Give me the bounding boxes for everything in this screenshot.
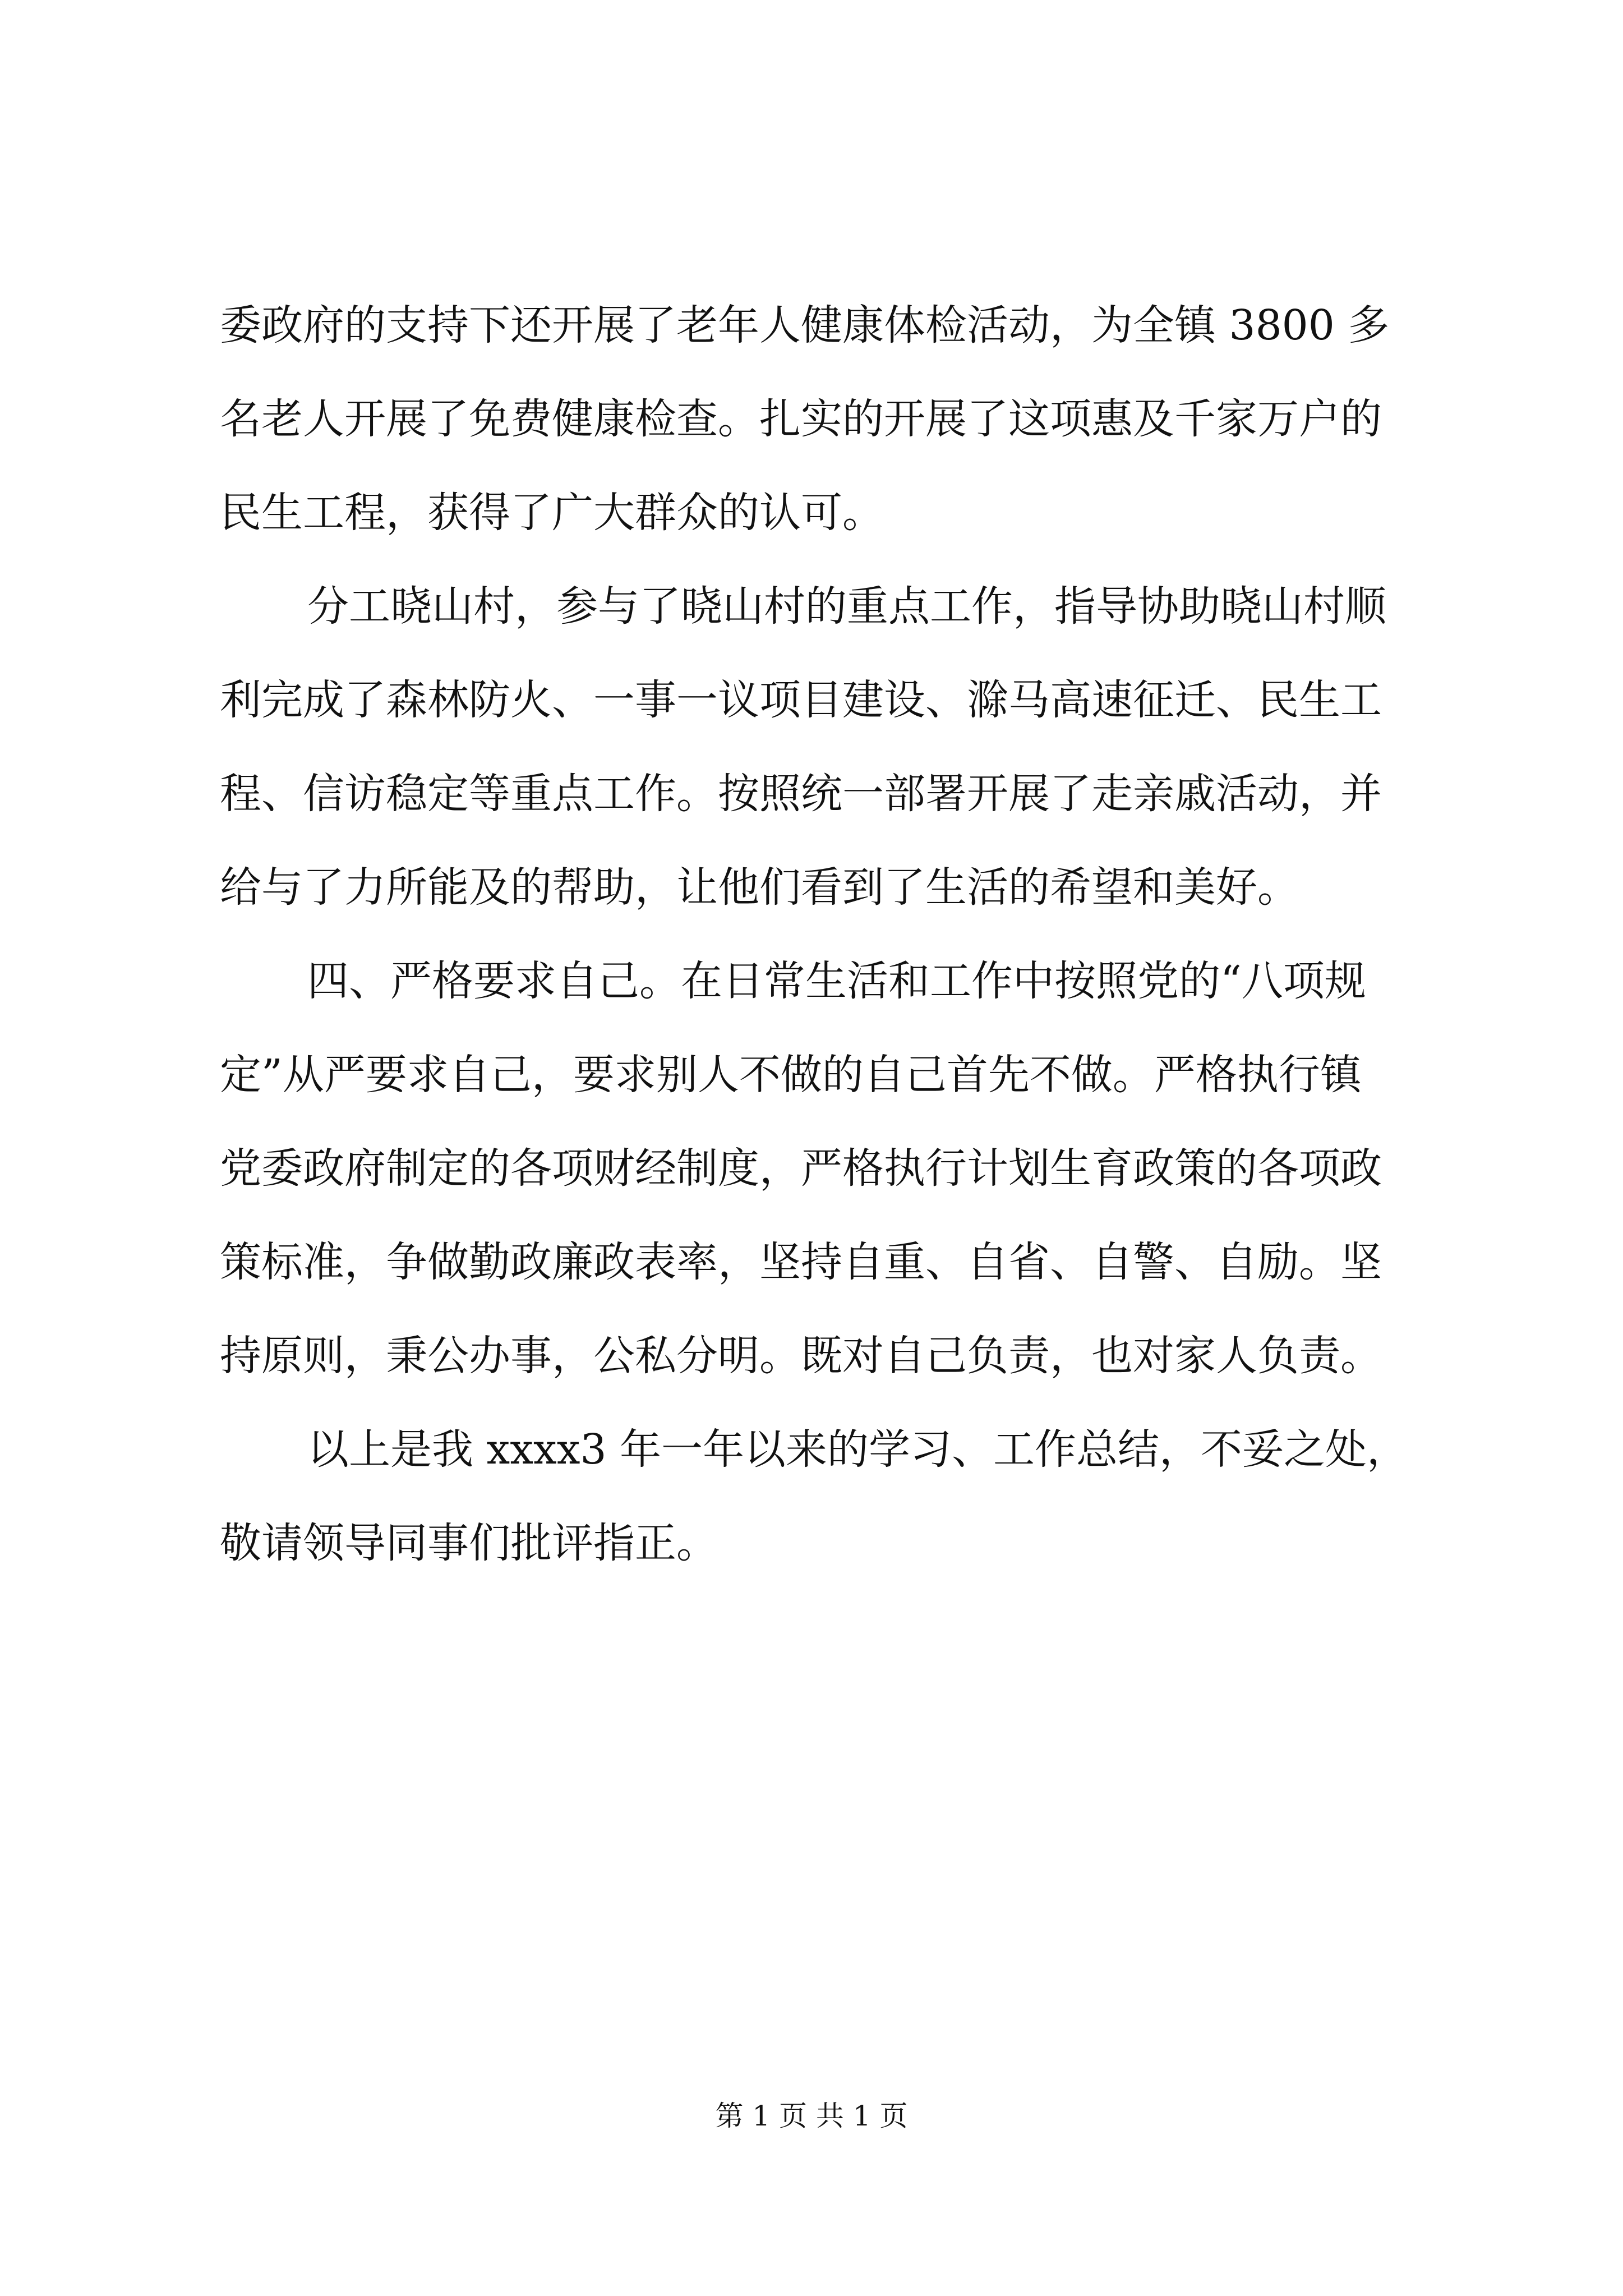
text-line: 民生工程，获得了广大群众的认可。 [220,489,884,537]
text-line: 持原则，秉公办事，公私分明。既对自己负责，也对家人负责。 [220,1332,1382,1380]
text-line: 委政府的支持下还开展了老年人健康体检活动，为全镇 3800 多 [220,301,1390,349]
text-line: 名老人开展了免费健康检查。扎实的开展了这项惠及千家万户的 [220,395,1382,443]
text-line: 分工晓山村，参与了晓山村的重点工作，指导协助晓山村顺 [307,582,1386,631]
text-line: 定”从严要求自己，要求别人不做的自己首先不做。严格执行镇 [220,1051,1362,1099]
text-line: 策标准，争做勤政廉政表率，坚持自重、自省、自警、自励。坚 [220,1238,1382,1286]
text-line: 敬请领导同事们批评指正。 [220,1519,718,1567]
text-line: 党委政府制定的各项财经制度，严格执行计划生育政策的各项政 [220,1144,1382,1193]
page-footer: 第 1 页 共 1 页 [715,2100,908,2132]
text-line: 以上是我 xxxx3 年一年以来的学习、工作总结，不妥之处， [307,1425,1409,1474]
text-line: 程、信访稳定等重点工作。按照统一部署开展了走亲戚活动，并 [220,770,1382,818]
text-line: 利完成了森林防火、一事一议项目建设、滁马高速征迁、民生工 [220,676,1382,724]
text-line: 给与了力所能及的帮助，让他们看到了生活的希望和美好。 [220,863,1299,912]
text-line: 四、严格要求自己。在日常生活和工作中按照党的“八项规 [307,957,1366,1005]
